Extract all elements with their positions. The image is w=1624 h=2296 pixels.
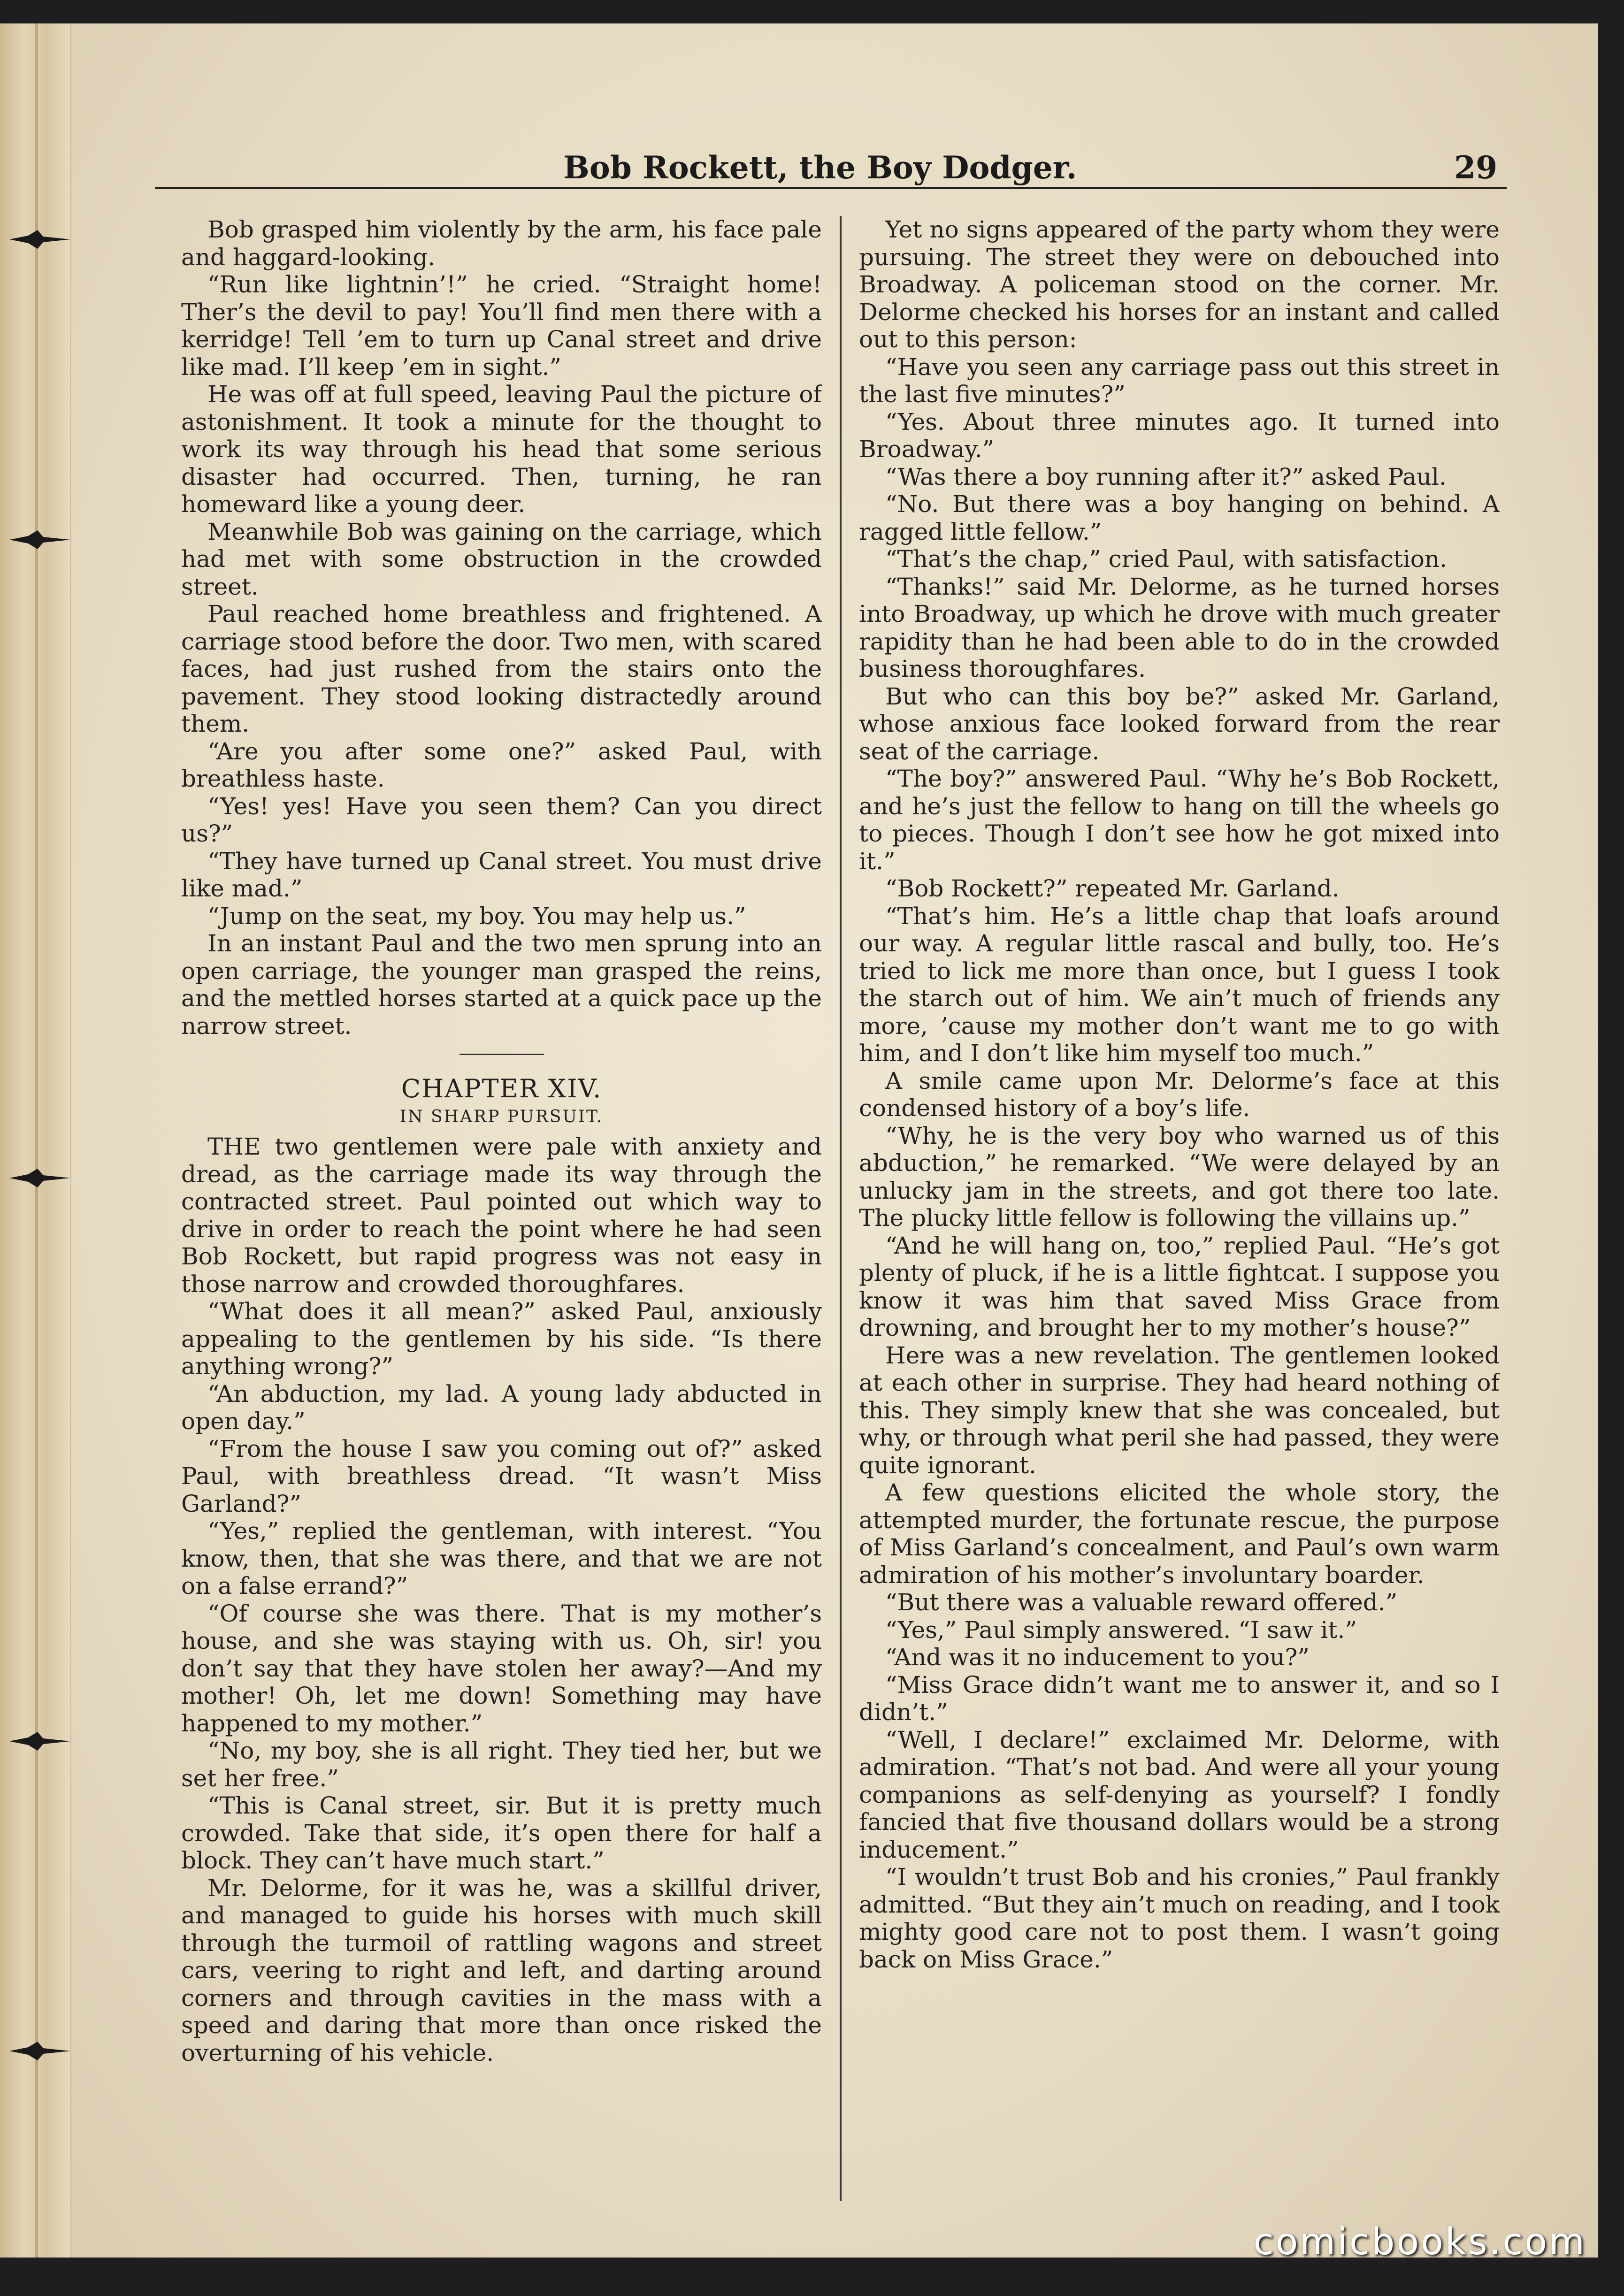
paragraph: “Thanks!” said Mr. Delorme, as he turned horses into Broadway, up which he drove with much greater rapidity than he had been able to do in the crowded business thoroughfares. (859, 573, 1500, 682)
binding-gutter (0, 23, 71, 2258)
binding-stitch-icon (9, 1732, 70, 1751)
paragraph: “No. But there was a boy hanging on behind. A ragged little fellow.” (859, 490, 1500, 545)
binding-stitch-icon (9, 2042, 70, 2060)
paragraph: “They have turned up Canal street. You must drive like mad.” (181, 847, 822, 902)
left-paragraphs-after-chapter (181, 1133, 822, 2066)
paragraph: “But there was a valuable reward offered.” (885, 1589, 1398, 1616)
watermark: comicbooks.com (1253, 2221, 1586, 2263)
paragraph: “I wouldn’t trust Bob and his cronies,” Paul frankly admitted. “But they ain’t much on reading, and I took mighty good care not to post them. I wasn’t going back on Miss Grace.” (859, 1863, 1500, 1973)
right-column (859, 216, 1500, 2211)
paragraph: Yet no signs appeared of the party whom they were pursuing. The street they were on debouched into Broadway. A policeman stood on the corner. Mr. Delorme checked his horses for an instant and called out to this person: (859, 216, 1500, 353)
gutter-fold (35, 23, 38, 2258)
paragraph: “And he will hang on, too,” replied Paul. “He’s got plenty of pluck, if he is a little fightcat. I suppose you know it was him that saved Miss Grace from drowning, and brought her to my mother’s house?” (859, 1232, 1500, 1341)
paragraph: “That’s the chap,” cried Paul, with satisfaction. (885, 545, 1447, 573)
paragraph: A smile came upon Mr. Delorme’s face at this condensed history of a boy’s life. (859, 1067, 1500, 1122)
paragraph: “The boy?” answered Paul. “Why he’s Bob Rockett, and he’s just the fellow to hang on till the wheels go to pieces. Though I don’t see how he got mixed into it.” (859, 765, 1500, 875)
paragraph: Mr. Delorme, for it was he, was a skillful driver, and managed to guide his horses with much skill through the turmoil of rattling wagons and street cars, veering to right and left, and darting around corners and through cavities in the mass with a speed and daring that more than once risked the overturning of his vehicle. (181, 1874, 822, 2066)
binding-stitch-icon (9, 230, 70, 249)
paragraph: “Yes! yes! Have you seen them? Can you direct us?” (181, 792, 822, 847)
paragraph: “Yes,” Paul simply answered. “I saw it.” (885, 1616, 1357, 1644)
paragraph: “Was there a boy running after it?” asked Paul. (885, 463, 1447, 490)
paragraph: He was off at full speed, leaving Paul the picture of astonishment. It took a minute for the thought to work its way through his head that some serious disaster had occurred. Then, turning, he ran homeward like a young deer. (181, 381, 822, 518)
left-column (181, 216, 822, 2211)
binding-stitch-icon (9, 530, 70, 549)
running-header (155, 130, 1507, 189)
paragraph: “This is Canal street, sir. But it is pretty much crowded. Take that side, it’s open there for half a block. They can’t have much start.” (181, 1792, 822, 1874)
running-title: Bob Rockett, the Boy Dodger. (563, 149, 1077, 186)
page-number: 29 (1454, 149, 1497, 186)
paragraph: “That’s him. He’s a little chap that loafs around our way. A regular little rascal and bully, too. He’s tried to lick me more than once, but I guess I took the starch out of him. We ain’t much of friends any more, ’cause my mother don’t want me to go with him, and I don’t like him myself too much.” (859, 902, 1500, 1067)
paragraph: Bob grasped him violently by the arm, his face pale and haggard-looking. (181, 216, 822, 271)
paragraph: THE two gentlemen were pale with anxiety and dread, as the carriage made its way through the contracted street. Paul pointed out which way to drive in order to reach the point where he had seen Bob Rockett, but rapid progress was not easy in those narrow and crowded thoroughfares. (181, 1133, 822, 1298)
paragraph: “An abduction, my lad. A young lady abducted in open day.” (181, 1380, 822, 1435)
paragraph: Here was a new revelation. The gentlemen looked at each other in surprise. They had heard nothing of this. They simply knew that she was concealed, but why, or through what peril she had passed, they were quite ignorant. (859, 1341, 1500, 1479)
left-paragraphs-before-chapter (181, 216, 822, 1040)
paragraph: “What does it all mean?” asked Paul, anxiously appealing to the gentlemen by his side. “Is there anything wrong?” (181, 1298, 822, 1380)
paragraph: “Have you seen any carriage pass out this street in the last five minutes?” (859, 353, 1500, 408)
paragraph: But who can this boy be?” asked Mr. Garland, whose anxious face looked forward from the rear seat of the carriage. (859, 682, 1500, 765)
paragraph: “Why, he is the very boy who warned us of this abduction,” he remarked. “We were delayed by an unlucky jam in the streets, and got there too late. The plucky little fellow is following the villains up.” (859, 1122, 1500, 1232)
chapter-title: CHAPTER XIV. (401, 1074, 602, 1103)
binding-stitch-icon (9, 1169, 70, 1187)
paragraph: “Bob Rockett?” repeated Mr. Garland. (885, 875, 1340, 902)
right-paragraphs (859, 216, 1500, 1973)
chapter-subtitle: IN SHARP PURSUIT. (399, 1107, 604, 1126)
chapter-divider-rule (460, 1054, 544, 1055)
paragraph: “Run like lightnin’!” he cried. “Straight home! Ther’s the devil to pay! You’ll find men there with a kerridge! Tell ’em to turn up Canal street and drive like mad. I’ll keep ’em in sight.” (181, 271, 822, 381)
paragraph: “From the house I saw you coming out of?” asked Paul, with breathless dread. “It wasn’t Miss Garland?” (181, 1435, 822, 1517)
paragraph: “Are you after some one?” asked Paul, with breathless haste. (181, 737, 822, 792)
paragraph: Meanwhile Bob was gaining on the carriage, which had met with some obstruction in the crowded street. (181, 518, 822, 600)
paragraph: “Yes,” replied the gentleman, with interest. “You know, then, that she was there, and that we are not on a false errand?” (181, 1517, 822, 1600)
paragraph: A few questions elicited the whole story, the attempted murder, the fortunate rescue, the purpose of Miss Garland’s concealment, and Paul’s own warm admiration of his mother’s involuntary boarder. (859, 1479, 1500, 1589)
paragraph: Paul reached home breathless and frightened. A carriage stood before the door. Two men, with scared faces, had just rushed from the stairs onto the pavement. They stood looking distractedly around them. (181, 600, 822, 737)
paragraph: “Jump on the seat, my boy. You may help us.” (207, 902, 746, 930)
paragraph: “Miss Grace didn’t want me to answer it, and so I didn’t.” (859, 1671, 1500, 1726)
paragraph: “No, my boy, she is all right. They tied her, but we set her free.” (181, 1737, 822, 1792)
paragraph: In an instant Paul and the two men sprung into an open carriage, the younger man grasped the reins, and the mettled horses started at a quick pace up the narrow street. (181, 930, 822, 1040)
paragraph: “Well, I declare!” exclaimed Mr. Delorme, with admiration. “That’s not bad. And were all your young companions as self-denying as yourself? I fondly fancied that five thousand dollars would be a strong inducement.” (859, 1726, 1500, 1863)
column-divider (840, 216, 842, 2201)
paragraph: “Yes. About three minutes ago. It turned into Broadway.” (859, 408, 1500, 463)
paragraph: “Of course she was there. That is my mother’s house, and she was staying with us. Oh, sir! you don’t say that they have stolen her away?—And my mother! Oh, let me down! Something may have happened to my mother.” (181, 1600, 822, 1737)
paragraph: “And was it no inducement to you?” (885, 1644, 1310, 1671)
